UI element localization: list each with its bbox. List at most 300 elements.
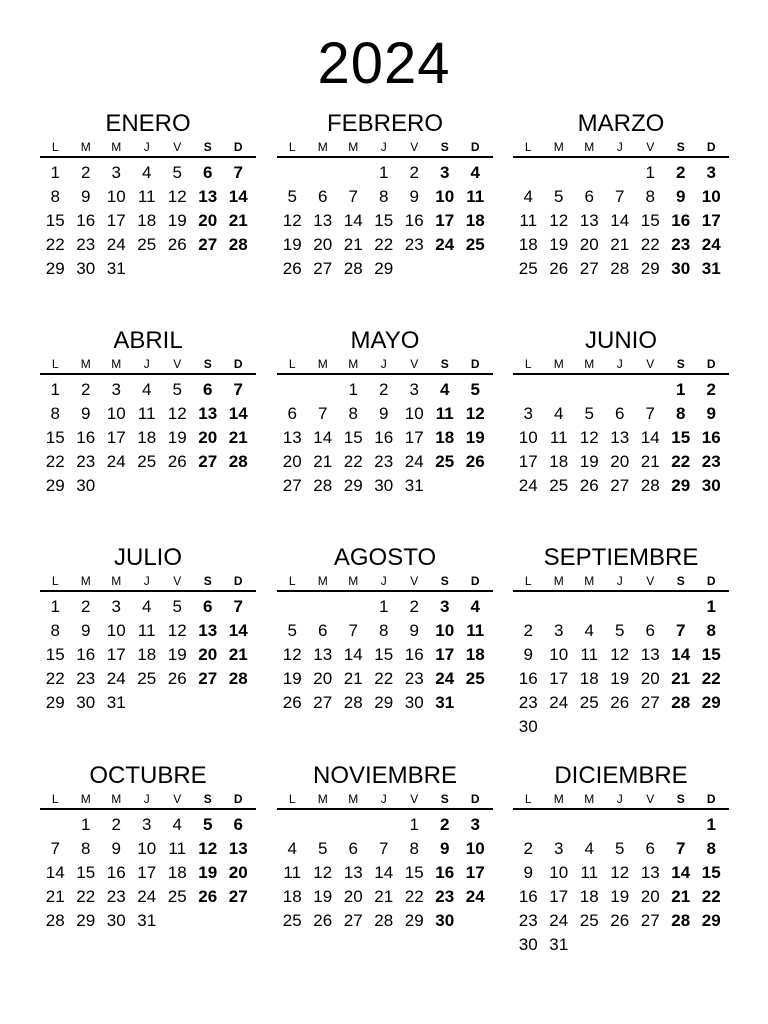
day-number: 21	[671, 669, 691, 688]
day-number: 6	[203, 597, 213, 616]
day-number: 13	[228, 839, 248, 858]
day-number: 14	[228, 187, 248, 206]
empty-cell	[544, 378, 575, 402]
weekday-label: M	[553, 574, 564, 588]
month-name: JUNIO	[585, 327, 657, 354]
day-number: 3	[111, 597, 121, 616]
day-number: 4	[584, 621, 594, 640]
day-number: 29	[701, 911, 721, 930]
day-number: 12	[198, 839, 218, 858]
day-number: 14	[640, 428, 660, 447]
day-number: 21	[45, 887, 65, 906]
day-number: 1	[50, 163, 60, 182]
weekday-header	[277, 574, 493, 592]
day-number: 9	[81, 621, 91, 640]
day-number: 25	[137, 452, 157, 471]
weekday-label: V	[173, 140, 182, 154]
day-number: 2	[523, 621, 533, 640]
days-grid	[40, 161, 256, 281]
weekday-header	[513, 792, 729, 810]
day-number: 13	[579, 211, 599, 230]
day-number: 7	[348, 621, 358, 640]
month-name: ABRIL	[113, 327, 183, 354]
day-number: 15	[45, 428, 65, 447]
day-number: 11	[137, 621, 156, 640]
day-number: 19	[549, 235, 569, 254]
day-number: 9	[379, 404, 389, 423]
weekday-label: J	[380, 792, 387, 806]
day-number: 31	[701, 259, 721, 278]
weekday-label: D	[706, 357, 716, 371]
day-number: 19	[167, 645, 187, 664]
day-number: 25	[167, 887, 187, 906]
empty-cell	[277, 161, 308, 185]
day-number: 12	[282, 645, 302, 664]
weekday-label: L	[51, 792, 59, 806]
day-number: 18	[465, 645, 485, 664]
day-number: 6	[645, 839, 655, 858]
month-name: SEPTIEMBRE	[543, 544, 699, 571]
day-number: 11	[466, 187, 485, 206]
weekday-label: V	[646, 792, 655, 806]
day-number: 24	[106, 669, 126, 688]
day-number: 17	[106, 211, 126, 230]
day-number: 1	[379, 163, 389, 182]
day-number: 16	[518, 669, 538, 688]
day-number: 18	[549, 452, 569, 471]
day-number: 4	[470, 163, 480, 182]
day-number: 6	[645, 621, 655, 640]
day-number: 4	[554, 404, 564, 423]
empty-cell	[635, 378, 666, 402]
day-number: 2	[379, 380, 389, 399]
day-number: 7	[379, 839, 389, 858]
weekday-label: M	[584, 792, 595, 806]
day-number: 22	[45, 452, 65, 471]
day-number: 21	[610, 235, 630, 254]
day-number: 1	[81, 815, 91, 834]
weekday-label: M	[111, 357, 122, 371]
empty-cell	[635, 813, 666, 837]
day-number: 25	[579, 911, 599, 930]
weekday-label: M	[80, 140, 91, 154]
weekday-label: L	[288, 140, 296, 154]
weekday-header	[513, 574, 729, 592]
month-name: MARZO	[577, 110, 665, 137]
day-number: 1	[50, 380, 60, 399]
day-number: 8	[706, 621, 716, 640]
day-number: 13	[198, 187, 218, 206]
day-number: 17	[435, 645, 455, 664]
day-number: 17	[404, 428, 424, 447]
weekday-label: S	[440, 357, 449, 371]
weekday-label: J	[616, 792, 623, 806]
day-number: 2	[111, 815, 121, 834]
day-number: 26	[167, 235, 187, 254]
day-number: 7	[645, 404, 655, 423]
day-number: 20	[282, 452, 302, 471]
day-number: 25	[549, 476, 569, 495]
day-number: 4	[287, 839, 297, 858]
day-number: 25	[465, 669, 485, 688]
day-number: 27	[640, 693, 660, 712]
weekday-label: M	[584, 574, 595, 588]
empty-cell	[277, 813, 308, 837]
days-grid	[513, 378, 729, 498]
empty-cell	[338, 595, 369, 619]
day-number: 19	[282, 235, 302, 254]
weekday-label: L	[524, 357, 532, 371]
weekday-label: D	[470, 574, 480, 588]
day-number: 2	[523, 839, 533, 858]
day-number: 2	[81, 597, 91, 616]
day-number: 16	[701, 428, 721, 447]
day-number: 1	[409, 815, 419, 834]
day-number: 30	[671, 259, 691, 278]
weekday-label: M	[80, 574, 91, 588]
day-number: 16	[671, 211, 691, 230]
empty-cell	[574, 378, 605, 402]
day-number: 27	[313, 693, 333, 712]
weekday-label: S	[203, 792, 212, 806]
day-number: 17	[549, 669, 569, 688]
day-number: 19	[282, 669, 302, 688]
weekday-label: D	[233, 140, 243, 154]
day-number: 12	[579, 428, 599, 447]
day-number: 24	[549, 911, 569, 930]
day-number: 10	[137, 839, 157, 858]
day-number: 24	[435, 669, 455, 688]
weekday-label: D	[706, 140, 716, 154]
day-number: 1	[706, 597, 716, 616]
day-number: 13	[313, 211, 333, 230]
day-number: 28	[313, 476, 333, 495]
day-number: 3	[554, 621, 564, 640]
day-number: 31	[106, 693, 126, 712]
day-number: 18	[435, 428, 455, 447]
weekday-label: M	[584, 357, 595, 371]
day-number: 22	[404, 887, 424, 906]
day-number: 13	[343, 863, 363, 882]
calendar-year-title: 2024	[317, 31, 451, 96]
empty-cell	[605, 595, 636, 619]
day-number: 10	[404, 404, 424, 423]
day-number: 17	[137, 863, 157, 882]
day-number: 15	[701, 645, 721, 664]
day-number: 8	[50, 187, 60, 206]
weekday-label: J	[143, 140, 150, 154]
day-number: 7	[50, 839, 60, 858]
day-number: 3	[111, 163, 121, 182]
empty-cell	[513, 813, 544, 837]
empty-cell	[308, 813, 339, 837]
day-number: 21	[343, 235, 363, 254]
day-number: 27	[198, 452, 218, 471]
day-number: 18	[167, 863, 187, 882]
empty-cell	[513, 378, 544, 402]
day-number: 20	[313, 235, 333, 254]
day-number: 12	[465, 404, 485, 423]
day-number: 11	[580, 645, 599, 664]
month-diciembre	[513, 762, 729, 957]
day-number: 28	[610, 259, 630, 278]
day-number: 22	[374, 669, 394, 688]
weekday-label: V	[173, 792, 182, 806]
day-number: 15	[45, 645, 65, 664]
day-number: 22	[343, 452, 363, 471]
day-number: 18	[137, 428, 157, 447]
day-number: 22	[671, 452, 691, 471]
day-number: 29	[701, 693, 721, 712]
day-number: 29	[343, 476, 363, 495]
weekday-label: J	[380, 574, 387, 588]
day-number: 23	[518, 693, 538, 712]
day-number: 11	[580, 863, 599, 882]
day-number: 15	[671, 428, 691, 447]
day-number: 30	[374, 476, 394, 495]
day-number: 15	[374, 211, 394, 230]
day-number: 11	[168, 839, 187, 858]
day-number: 4	[523, 187, 533, 206]
day-number: 11	[283, 863, 302, 882]
weekday-label: M	[348, 574, 359, 588]
empty-cell	[544, 595, 575, 619]
day-number: 26	[167, 452, 187, 471]
day-number: 2	[81, 163, 91, 182]
day-number: 14	[610, 211, 630, 230]
day-number: 25	[435, 452, 455, 471]
empty-cell	[308, 378, 339, 402]
day-number: 21	[343, 669, 363, 688]
day-number: 20	[343, 887, 363, 906]
weekday-label: M	[317, 140, 328, 154]
day-number: 6	[203, 163, 213, 182]
weekday-label: V	[646, 574, 655, 588]
days-grid	[513, 595, 729, 739]
weekday-header	[277, 140, 493, 158]
day-number: 10	[549, 863, 569, 882]
weekday-label: D	[470, 140, 480, 154]
day-number: 28	[640, 476, 660, 495]
day-number: 27	[198, 235, 218, 254]
weekday-label: S	[676, 140, 685, 154]
day-number: 22	[374, 235, 394, 254]
day-number: 9	[706, 404, 716, 423]
weekday-label: V	[646, 357, 655, 371]
weekday-label: L	[288, 792, 296, 806]
day-number: 30	[106, 911, 126, 930]
day-number: 5	[287, 621, 297, 640]
weekday-header	[277, 792, 493, 810]
weekday-label: S	[203, 357, 212, 371]
day-number: 2	[676, 163, 686, 182]
day-number: 22	[701, 887, 721, 906]
weekday-header	[40, 140, 256, 158]
day-number: 9	[81, 187, 91, 206]
day-number: 27	[610, 476, 630, 495]
day-number: 15	[343, 428, 363, 447]
weekday-label: M	[317, 574, 328, 588]
weekday-label: D	[233, 357, 243, 371]
month-marzo	[513, 110, 729, 281]
day-number: 26	[167, 669, 187, 688]
day-number: 3	[111, 380, 121, 399]
day-number: 1	[706, 815, 716, 834]
weekday-label: V	[410, 357, 419, 371]
day-number: 15	[76, 863, 96, 882]
weekday-label: V	[173, 574, 182, 588]
empty-cell	[513, 161, 544, 185]
day-number: 29	[671, 476, 691, 495]
day-number: 21	[228, 645, 248, 664]
day-number: 31	[435, 693, 455, 712]
day-number: 26	[198, 887, 218, 906]
day-number: 28	[374, 911, 394, 930]
day-number: 3	[409, 380, 419, 399]
day-number: 21	[228, 428, 248, 447]
month-name: MAYO	[350, 327, 420, 354]
month-junio	[513, 327, 729, 498]
weekday-label: D	[470, 792, 480, 806]
weekday-label: L	[524, 574, 532, 588]
month-mayo	[277, 327, 493, 498]
day-number: 20	[610, 452, 630, 471]
day-number: 27	[579, 259, 599, 278]
weekday-label: S	[676, 574, 685, 588]
day-number: 23	[518, 911, 538, 930]
day-number: 1	[645, 163, 655, 182]
day-number: 16	[518, 887, 538, 906]
day-number: 10	[435, 621, 455, 640]
weekday-label: J	[616, 140, 623, 154]
day-number: 3	[440, 163, 450, 182]
day-number: 26	[610, 693, 630, 712]
day-number: 12	[167, 187, 187, 206]
day-number: 1	[50, 597, 60, 616]
day-number: 29	[374, 693, 394, 712]
day-number: 21	[313, 452, 333, 471]
day-number: 5	[584, 404, 594, 423]
empty-cell	[544, 813, 575, 837]
day-number: 20	[579, 235, 599, 254]
day-number: 18	[465, 211, 485, 230]
day-number: 4	[470, 597, 480, 616]
day-number: 13	[640, 863, 660, 882]
day-number: 31	[404, 476, 424, 495]
weekday-label: J	[143, 357, 150, 371]
day-number: 19	[313, 887, 333, 906]
day-number: 23	[76, 452, 96, 471]
day-number: 22	[701, 669, 721, 688]
day-number: 25	[518, 259, 538, 278]
day-number: 13	[198, 404, 218, 423]
day-number: 8	[379, 621, 389, 640]
day-number: 20	[198, 428, 218, 447]
day-number: 3	[142, 815, 152, 834]
day-number: 14	[228, 621, 248, 640]
weekday-label: L	[51, 140, 59, 154]
weekday-header	[40, 574, 256, 592]
weekday-label: M	[111, 140, 122, 154]
weekday-label: S	[440, 792, 449, 806]
empty-cell	[369, 813, 400, 837]
day-number: 13	[313, 645, 333, 664]
weekday-label: V	[173, 357, 182, 371]
month-name: DICIEMBRE	[554, 762, 688, 789]
month-name: ENERO	[105, 110, 191, 137]
day-number: 12	[549, 211, 569, 230]
day-number: 14	[45, 863, 65, 882]
weekday-header	[277, 357, 493, 375]
day-number: 5	[172, 597, 182, 616]
day-number: 21	[640, 452, 660, 471]
day-number: 6	[584, 187, 594, 206]
weekday-label: S	[440, 574, 449, 588]
day-number: 3	[440, 597, 450, 616]
day-number: 23	[76, 669, 96, 688]
day-number: 26	[465, 452, 485, 471]
days-grid	[277, 813, 493, 933]
month-febrero	[277, 110, 493, 281]
day-number: 13	[282, 428, 302, 447]
weekday-label: V	[410, 574, 419, 588]
day-number: 16	[106, 863, 126, 882]
day-number: 22	[640, 235, 660, 254]
day-number: 13	[610, 428, 630, 447]
day-number: 29	[76, 911, 96, 930]
empty-cell	[40, 813, 71, 837]
day-number: 16	[76, 211, 96, 230]
day-number: 13	[640, 645, 660, 664]
day-number: 5	[203, 815, 213, 834]
day-number: 5	[172, 163, 182, 182]
empty-cell	[605, 813, 636, 837]
weekday-header	[513, 140, 729, 158]
day-number: 6	[348, 839, 358, 858]
weekday-label: D	[233, 792, 243, 806]
day-number: 25	[579, 693, 599, 712]
month-name: JULIO	[113, 544, 182, 571]
day-number: 2	[409, 597, 419, 616]
day-number: 30	[435, 911, 455, 930]
day-number: 3	[470, 815, 480, 834]
day-number: 25	[465, 235, 485, 254]
month-name: OCTUBRE	[89, 762, 207, 789]
day-number: 26	[313, 911, 333, 930]
day-number: 9	[676, 187, 686, 206]
day-number: 27	[640, 911, 660, 930]
day-number: 23	[671, 235, 691, 254]
day-number: 4	[142, 597, 152, 616]
day-number: 5	[470, 380, 480, 399]
day-number: 10	[549, 645, 569, 664]
day-number: 7	[318, 404, 328, 423]
day-number: 8	[645, 187, 655, 206]
weekday-label: J	[143, 574, 150, 588]
weekday-label: L	[51, 357, 59, 371]
day-number: 7	[233, 163, 243, 182]
month-enero	[40, 110, 256, 281]
empty-cell	[338, 813, 369, 837]
day-number: 6	[233, 815, 243, 834]
day-number: 30	[701, 476, 721, 495]
day-number: 19	[579, 452, 599, 471]
day-number: 30	[518, 935, 538, 954]
weekday-label: D	[706, 574, 716, 588]
day-number: 17	[106, 645, 126, 664]
day-number: 27	[282, 476, 302, 495]
day-number: 1	[676, 380, 686, 399]
